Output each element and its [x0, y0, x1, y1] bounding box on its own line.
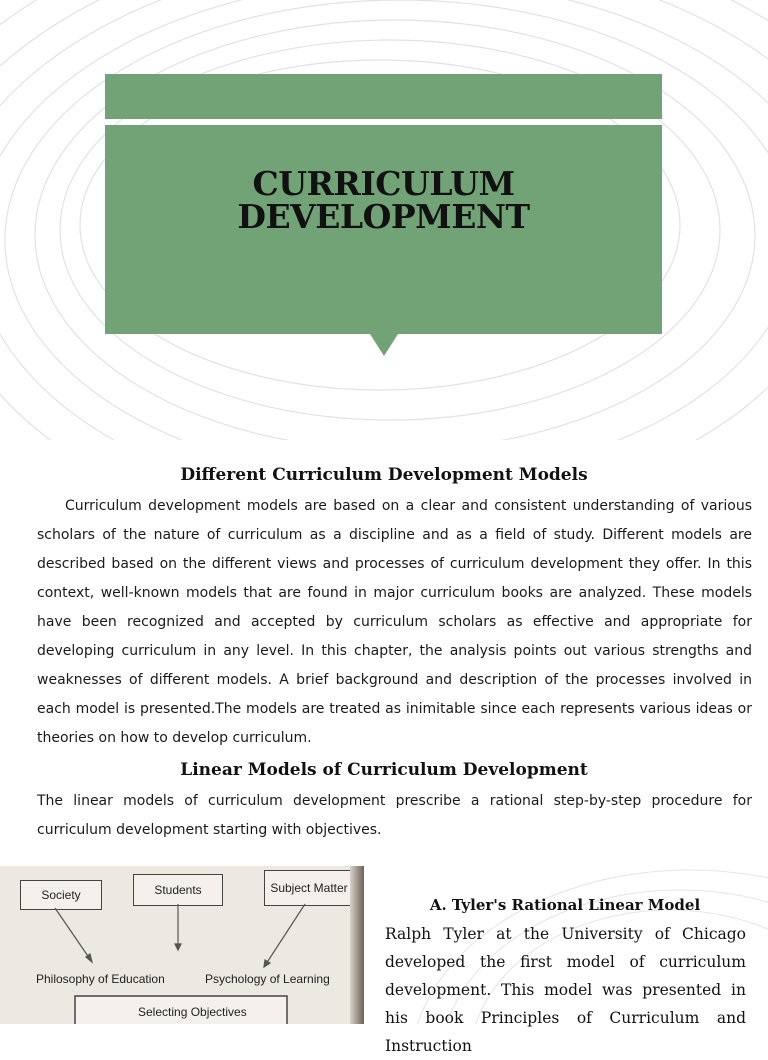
section-paragraph-models: Curriculum development models are based on a clear and consistent understanding of various scholars of the nature of curriculum as a discipline and as a field of study. Different models are described based on the different views and processes of curriculum development they offer. In this context, well-known models that are found in major curriculum books are analyzed. These models have been recognized and accepted by curriculum scholars as effective and appropriate for developing curriculum in any level. In this chapter, the analysis points out various strengths and weaknesses of different models. A brief background and description of the processes involved in each model is presented.The models are treated as inimitable since each represents various ideas or theories on how to develop curriculum. — [37, 498, 752, 746]
title-top-band — [105, 74, 662, 119]
section-paragraph-linear: The linear models of curriculum development prescribe a rational step-by-step procedure for curriculum development starting with objectives. — [37, 793, 752, 838]
tyler-model-heading: A. Tyler's Rational Linear Model — [429, 896, 701, 914]
diagram-label-psychology: Psychology of Learning — [205, 972, 330, 986]
tyler-model-text: Ralph Tyler at the University of Chicago developed the first model of curriculum development. This model was presented in his book Principles of Curriculum and Instruction — [385, 925, 746, 1055]
page-title — [105, 164, 662, 236]
diagram-label-philosophy: Philosophy of Education — [36, 972, 165, 986]
diagram-scan-shadow — [350, 866, 364, 1024]
section-heading-linear: Linear Models of Curriculum Development — [180, 760, 588, 780]
diagram-box-subject-matter: Subject Matter — [264, 870, 354, 906]
tyler-model-diagram — [0, 866, 364, 1024]
diagram-box-society: Society — [20, 880, 102, 910]
diagram-arrows — [0, 866, 364, 1024]
section-heading-models: Different Curriculum Development Models — [180, 465, 588, 485]
diagram-label-selecting-objectives: Selecting Objectives — [138, 1005, 247, 1019]
title-pointer — [370, 334, 398, 356]
title-line-1: CURRICULUM — [252, 164, 515, 203]
diagram-box-students: Students — [133, 874, 223, 906]
title-line-2: DEVELOPMENT — [237, 197, 530, 236]
